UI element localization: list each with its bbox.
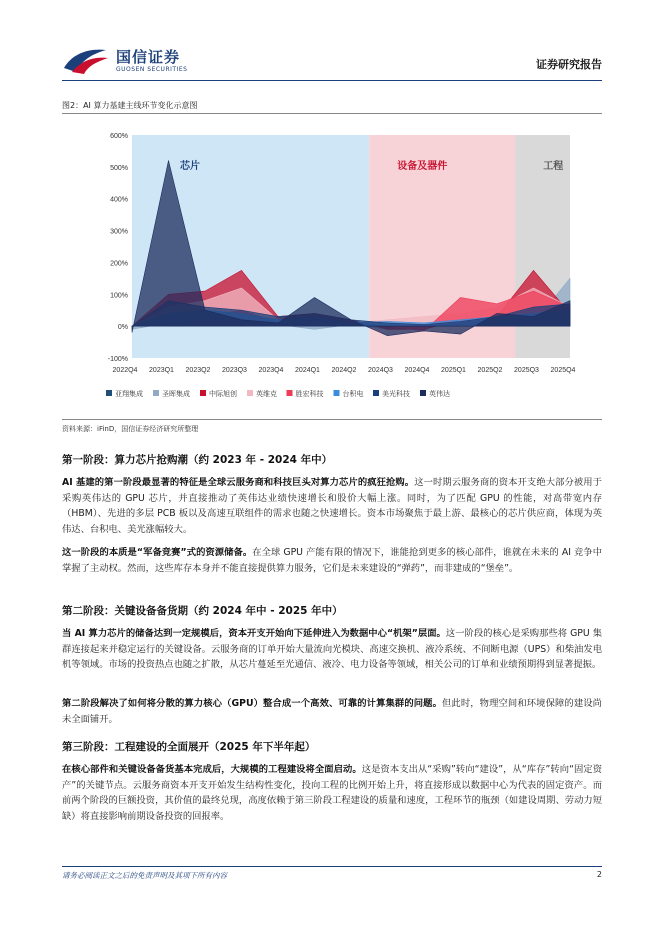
- section-2-p1-lead: 当 AI 算力芯片的储备达到一定规模后，资本开支开始向下延伸进入为数据中心“机架”层面。: [62, 628, 446, 639]
- figure-source: 资料来源：iFinD，国信证券经济研究所整理: [62, 425, 199, 433]
- section-2-paragraph-1: [62, 626, 602, 673]
- section-2-paragraph-2: [62, 696, 602, 727]
- legend-label-0: 亚翔集成: [115, 391, 143, 398]
- ai-capex-phase-chart: [62, 115, 602, 415]
- legend-label-7: 英伟达: [429, 391, 450, 398]
- figure-caption: 图2：AI 算力基建主线环节变化示意图: [62, 101, 198, 110]
- section-3-p1-lead: 在核心部件和关键设备备货基本完成后，大规模的工程建设将全面启动。: [62, 764, 362, 775]
- legend-swatch-3: [247, 390, 253, 396]
- x-tick-label: 2023Q3: [222, 367, 247, 374]
- y-tick-label: -100%: [107, 356, 128, 363]
- legend-swatch-5: [334, 390, 340, 396]
- logo-text-cn: 国信证券: [116, 48, 181, 66]
- x-tick-label: 2023Q4: [258, 367, 284, 374]
- y-tick-label: 200%: [110, 260, 128, 268]
- phase-label-0: 芯片: [180, 161, 200, 172]
- section-2-p1-body: 这一阶段的核心是采购那些将 GPU 集群连接起来并稳定运行的关键设备。云服务商的订单开始大量流向光模块、高速交换机、液冷系统、不间断电源（UPS）和柴油发电机等领域。市场的投资热点也随之扩散，从芯片蔓延至光通信、液冷、电力设备等领域，相关公司的订单和业绩预期得到显著提振。: [62, 628, 602, 670]
- legend-swatch-6: [373, 390, 379, 396]
- x-tick-label: 2025Q1: [441, 367, 466, 374]
- y-tick-label: 600%: [110, 133, 128, 140]
- x-tick-label: 2024Q3: [368, 367, 393, 374]
- phase-label-1: 设备及器件: [397, 161, 448, 172]
- x-tick-label: 2024Q1: [295, 367, 320, 374]
- section-1-p2-body: 在全球 GPU 产能有限的情况下，谁能抢到更多的核心部件，谁就在未来的 AI 竞争中掌握了主动权。然而，这些库存本身并不能直接提供算力服务，它们是未来建设的“弹药”，而非建成的“堡垒”。: [62, 547, 602, 574]
- x-tick-label: 2023Q2: [185, 367, 211, 374]
- section-1-paragraph-1: [62, 475, 602, 537]
- legend-swatch-1: [153, 390, 159, 396]
- guosen-logo-icon: [62, 44, 110, 76]
- legend-label-2: 中际旭创: [209, 391, 237, 398]
- page-header: [62, 44, 602, 80]
- legend-label-3: 英维克: [256, 391, 277, 398]
- figure-top-divider: [62, 113, 602, 114]
- legend-label-1: 圣晖集成: [162, 391, 190, 398]
- y-tick-label: 100%: [110, 292, 128, 300]
- figure-bottom-divider: [62, 419, 602, 420]
- legend-label-6: 美光科技: [382, 391, 410, 398]
- section-1-p1-lead: AI 基建的第一阶段最显著的特征是全球云服务商和科技巨头对算力芯片的疯狂抢购。: [62, 477, 415, 488]
- disclaimer-note: 请务必阅读正文之后的免责声明及其项下所有内容: [62, 871, 227, 880]
- x-tick-label: 2024Q2: [331, 367, 357, 374]
- legend-label-4: 胜宏科技: [295, 391, 324, 398]
- x-tick-label: 2023Q1: [149, 367, 174, 374]
- legend-swatch-4: [287, 390, 293, 396]
- header-divider: [62, 80, 602, 81]
- section-1-paragraph-2: [62, 545, 602, 576]
- legend-swatch-2: [200, 390, 206, 396]
- section-3-heading: 第三阶段：工程建设的全面展开（2025 年下半年起）: [62, 741, 316, 753]
- x-tick-label: 2025Q2: [477, 367, 503, 374]
- report-type-label: 证券研究报告: [536, 58, 602, 71]
- section-3-paragraph-1: [62, 762, 602, 824]
- x-tick-label: 2022Q4: [112, 367, 138, 374]
- legend-label-5: 台积电: [342, 391, 364, 398]
- logo-text-en: GUOSEN SECURITIES: [116, 66, 188, 73]
- y-tick-label: 300%: [110, 228, 128, 236]
- y-tick-label: 500%: [110, 164, 128, 172]
- x-tick-label: 2024Q4: [404, 367, 430, 374]
- section-1-p1-body: 这一时期云服务商的资本开支绝大部分被用于采购英伟达的 GPU 芯片，并直接推动了英伟达业绩快速增长和股价大幅上涨。同时，为了匹配 GPU 的性能，对高带宽内存（HBM）、先进的多层 PCB 板以及高速互联组件的需求也随之快速增长。资本市场聚焦于最上游、最核心的芯片供应商，体现为英伟达、台积电、美光涨幅较大。: [62, 477, 602, 535]
- section-2-p2-lead: 第二阶段解决了如何将分散的算力核心（GPU）整合成一个高效、可靠的计算集群的问题。: [62, 698, 442, 709]
- legend-swatch-7: [420, 390, 426, 396]
- section-2-p2-body: 但此时，物理空间和环境保障的建设尚未全面铺开。: [62, 698, 602, 725]
- legend-swatch-0: [106, 390, 112, 396]
- y-tick-label: 400%: [110, 196, 128, 204]
- phase-label-2: 工程: [543, 161, 564, 172]
- y-tick-label: 0%: [117, 324, 128, 332]
- page-number: 2: [596, 870, 602, 879]
- section-1-heading: 第一阶段：算力芯片抢购潮（约 2023 年 - 2024 年中）: [62, 454, 333, 466]
- section-1-p2-lead: 这一阶段的本质是“军备竞赛”式的资源储备。: [62, 547, 253, 558]
- x-tick-label: 2025Q4: [550, 367, 576, 374]
- x-tick-label: 2025Q3: [514, 367, 539, 374]
- section-2-heading: 第二阶段：关键设备备货期（约 2024 年中 - 2025 年中）: [62, 605, 343, 617]
- section-3-p1-body: 这是资本支出从“采购”转向“建设”，从“库存”转向“固定资产”的关键节点。云服务商资本开支开始发生结构性变化，投向工程的比例开始上升，将直接形成以数据中心为代表的固定资产。而前两个阶段的巨额投资，其价值的最终兑现，高度依赖于第三阶段工程建设的质量和速度，工程环节的瓶颈（如建设周期、劳动力短缺）将直接影响前期设备投资的回报率。: [62, 764, 602, 822]
- footer-divider: [62, 866, 602, 867]
